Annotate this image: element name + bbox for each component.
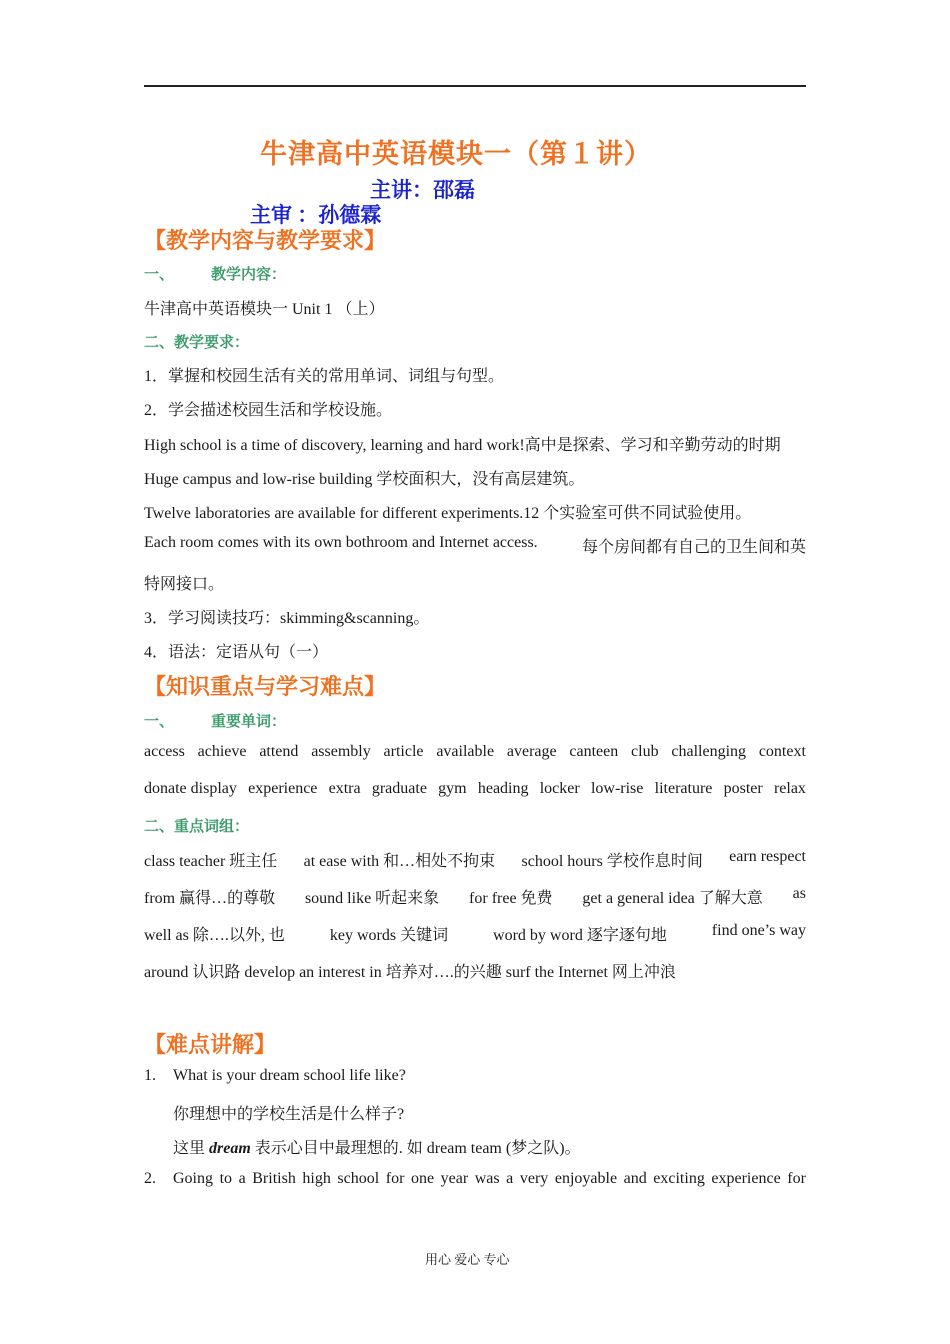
vocab-word: context [758,743,806,760]
phrase: find one’s way [711,922,806,939]
vocab-line-2 [144,780,806,798]
phrase: earn respect [729,848,806,865]
vocab-word: locker [539,780,580,797]
word: Going [173,1170,213,1187]
section-heading-teaching: 【教学内容与教学要求】 [144,228,387,253]
subheading-teaching-content: 教学内容： [211,267,287,283]
phrase: for free 免费 [469,890,553,907]
subheading-phrases: 二、重点词组： [144,819,250,835]
explanation-note [173,1135,581,1158]
keyword-dream: dream [209,1140,251,1157]
word: year [440,1170,469,1187]
phrases-line-4: around 认识路 develop an interest in 培养对….的兴趣 surf the Internet 网上冲浪 [144,964,676,981]
subheading-requirements: 二、教学要求： [144,335,250,351]
vocab-word: donate display [144,780,237,797]
content-line: 牛津高中英语模块一 Unit 1 （上） [144,301,385,318]
sentence-room-en: Each room comes with its own bothroom and Internet access. [144,534,538,551]
section-heading-difficulties: 【难点讲解】 [144,1032,277,1057]
phrases-line-3 [144,922,806,945]
vocab-word: low-rise [590,780,644,797]
requirement-2: 2．学会描述校园生活和学校设施。 [144,402,393,419]
word: and [623,1170,647,1187]
phrases-line-2 [144,885,806,908]
word: a [506,1170,514,1187]
vocab-word: available [436,743,495,760]
vocab-word: average [506,743,557,760]
page-footer: 用心 爱心 专心 [425,1252,510,1267]
word: exciting [653,1170,705,1187]
reviewer-line: 主审 ：孙德霖 [250,203,382,227]
sentence-campus: Huge campus and low-rise building 学校面积大，没有高层建筑。 [144,471,585,488]
word: for [787,1170,806,1187]
phrase: as [792,885,806,902]
sentence-room-cont: 特网接口。 [144,576,225,593]
phrase: well as 除….以外, 也 [144,927,285,944]
example-sentence-cn: 你理想中的学校生活是什么样子? [173,1106,405,1123]
vocab-word: gym [438,780,467,797]
vocab-word: extra [328,780,361,797]
vocab-word: heading [477,780,529,797]
example-sentence-2 [173,1170,806,1188]
phrase: at ease with 和…相处不拘束 [303,853,496,870]
requirement-1: 1．掌握和校园生活有关的常用单词、词组与句型。 [144,368,505,385]
phrase: word by word 逐字逐句地 [493,927,667,944]
word: a [238,1170,246,1187]
word: experience [711,1170,781,1187]
phrase: key words 关键词 [329,927,449,944]
header-rule [144,85,806,87]
word: to [219,1170,233,1187]
list-number: 2. [144,1170,156,1187]
word: one [410,1170,435,1187]
subheading-number: 一、 [144,267,175,283]
sentence-high-school: High school is a time of discovery, learning and hard work!高中是探索、学习和辛勤劳动的时期 [144,437,781,454]
subheading-vocabulary: 重要单词： [211,714,287,730]
vocab-word: graduate [371,780,427,797]
vocab-word: article [383,743,424,760]
vocab-word: club [631,743,659,760]
vocab-word: literature [654,780,713,797]
vocab-word: poster [723,780,763,797]
lecturer-line: 主讲：邵磊 [370,178,475,202]
note-suffix: 表示心目中最理想的. 如 dream team (梦之队)。 [250,1140,581,1157]
sentence-room-cn: 每个房间都有自己的卫生间和英 [581,539,806,556]
vocab-word: achieve [197,743,247,760]
word: for [385,1170,405,1187]
sentence-room [144,534,806,557]
vocab-line-1 [144,743,806,761]
word: high [302,1170,331,1187]
vocab-word: challenging [671,743,747,760]
document-title: 牛津高中英语模块一（第１讲） [260,139,652,169]
list-number: 1. [144,1067,156,1084]
word: very [519,1170,549,1187]
requirement-3: 3．学习阅读技巧：skimming&scanning。 [144,610,430,627]
vocab-word: experience [248,780,318,797]
sentence-labs: Twelve laboratories are available for different experiments.12 个实验室可供不同试验使用。 [144,505,752,522]
vocab-word: attend [259,743,299,760]
vocab-word: assembly [311,743,371,760]
phrase: school hours 学校作息时间 [521,853,703,870]
phrase: get a general idea 了解大意 [582,890,763,907]
vocab-word: canteen [569,743,619,760]
vocab-word: access [144,743,185,760]
requirement-4: 4．语法：定语从句（一） [144,644,329,661]
word: enjoyable [554,1170,618,1187]
word: was [474,1170,500,1187]
note-prefix: 这里 [173,1140,210,1157]
subheading-number: 一、 [144,714,175,730]
phrases-line-1 [144,848,806,871]
phrase: class teacher 班主任 [144,853,278,870]
section-heading-key-points: 【知识重点与学习难点】 [144,674,387,699]
vocab-word: relax [773,780,806,797]
word: school [337,1170,380,1187]
phrase: from 赢得…的尊敬 [144,890,276,907]
example-sentence-en: What is your dream school life like? [173,1067,406,1084]
phrase: sound like 听起来象 [304,890,440,907]
word: British [252,1170,296,1187]
